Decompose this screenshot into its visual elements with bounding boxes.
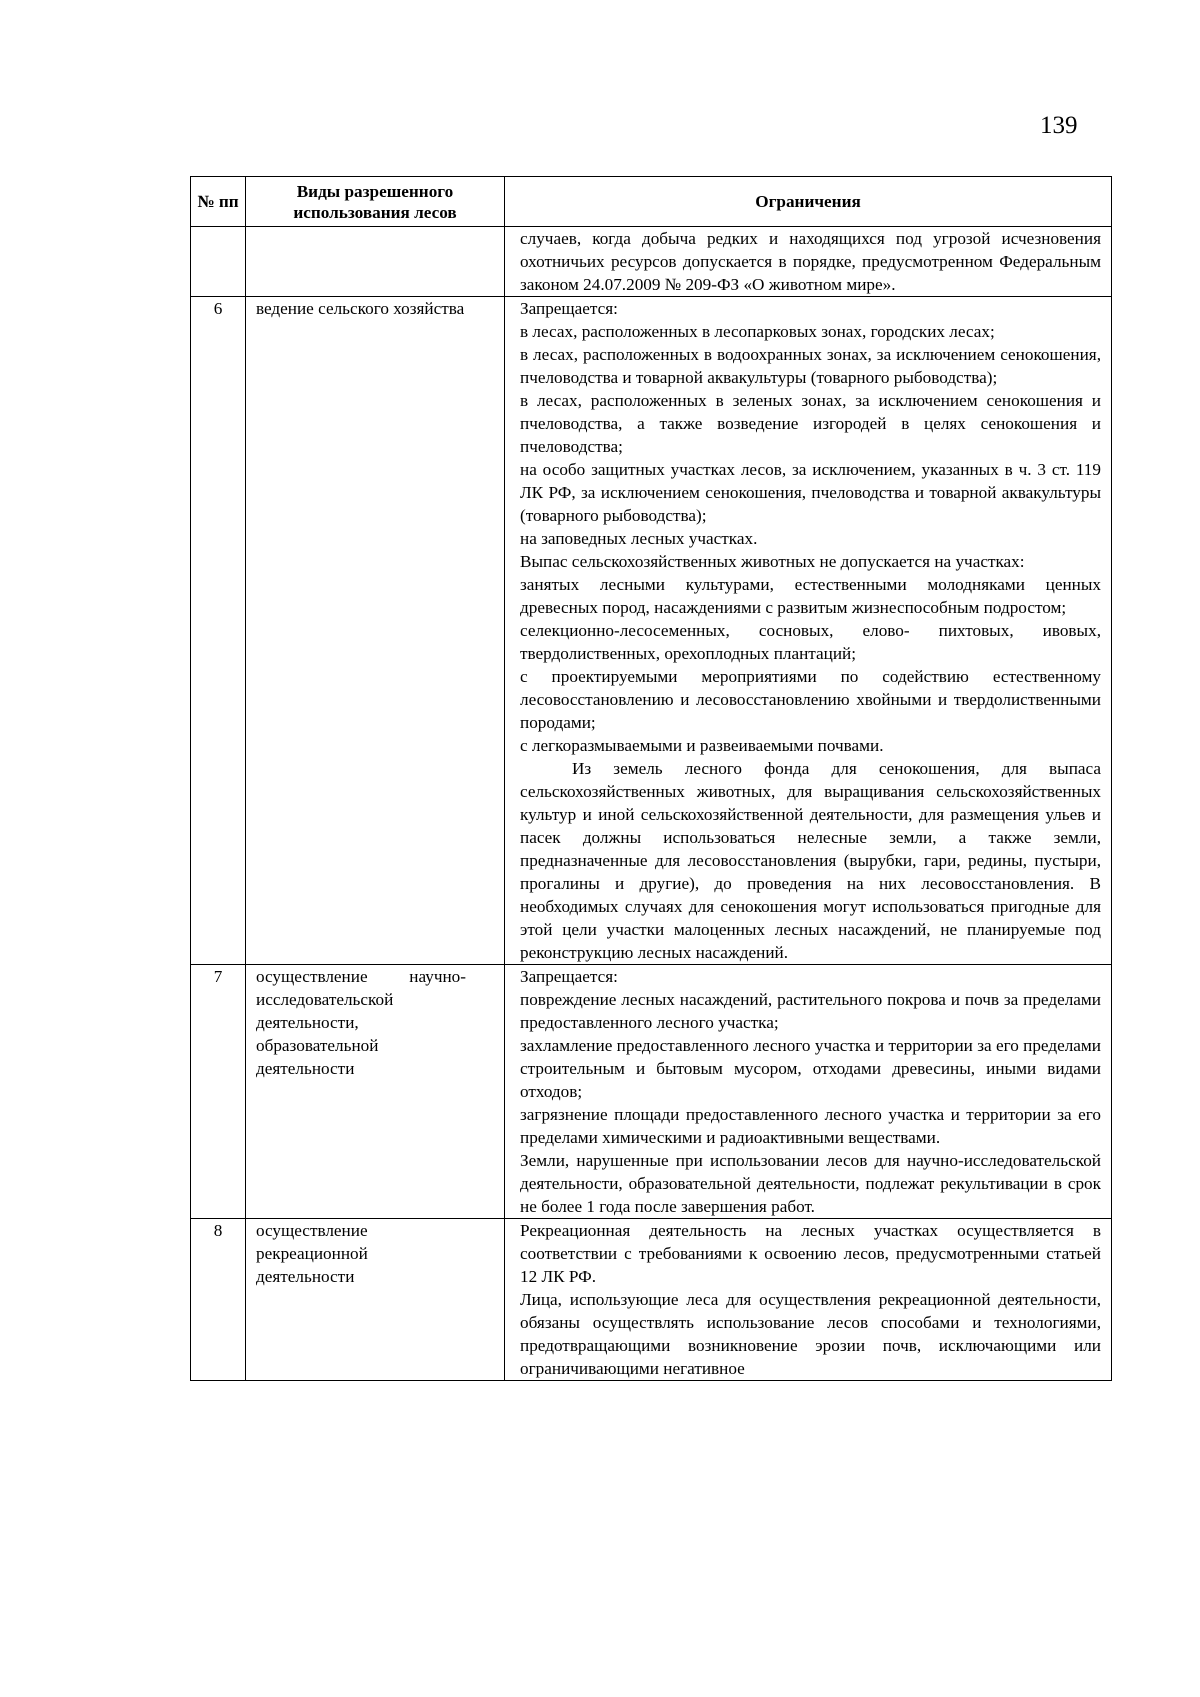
restriction-paragraph: Из земель лесного фонда для сенокошения, для выпаса сельскохозяйственных животных, для выращивания сельскохозяйственных культур и иной сельскохозяйственной деятельности, для размещения ульев и пасек должны использоваться нелесные земли, а также земли, предназначенные для лесовосстановления (вырубки, гари, редины, пустыри, прогалины и другие), до проведения на них лесовосстановления. В необходимых случаях для сенокошения могут использоваться пригодные для этой цели участки малоценных лесных насаждений, не планируемые под реконструкцию лесных насаждений. bbox=[520, 759, 1101, 962]
restrictions-table bbox=[190, 176, 1112, 1381]
row-kind bbox=[246, 965, 505, 1219]
restriction-paragraph: случаев, когда добыча редких и находящихся под угрозой исчезновения охотничьих ресурсов допускается в порядке, предусмотренном Федеральным законом 24.07.2009 № 209-ФЗ «О животном мире». bbox=[520, 229, 1101, 294]
table-row bbox=[191, 297, 1112, 965]
row-kind bbox=[246, 1219, 505, 1381]
table-row bbox=[191, 965, 1112, 1219]
row-restrictions bbox=[505, 965, 1112, 1219]
row-kind-text: осуществление рекреационной деятельности bbox=[256, 1221, 368, 1286]
table-header-row bbox=[191, 177, 1112, 227]
row-number: 7 bbox=[191, 965, 246, 1219]
restriction-paragraph: с проектируемыми мероприятиями по содействию естественному лесовосстановлению и лесовосстановлению хвойными и твердолиственными породами; bbox=[520, 667, 1101, 732]
restriction-paragraph: в лесах, расположенных в лесопарковых зонах, городских лесах; bbox=[520, 322, 995, 341]
restriction-paragraph: загрязнение площади предоставленного лесного участка и территории за его пределами химическими и радиоактивными веществами. bbox=[520, 1105, 1101, 1147]
header-num: № пп bbox=[191, 177, 246, 227]
row-kind bbox=[246, 227, 505, 297]
restriction-paragraph: на заповедных лесных участках. bbox=[520, 529, 758, 548]
restriction-paragraph: Рекреационная деятельность на лесных участках осуществляется в соответствии с требованиями к освоению лесов, предусмотренными статьей 12 ЛК РФ. bbox=[520, 1221, 1101, 1286]
row-number: 8 bbox=[191, 1219, 246, 1381]
restriction-paragraph: с легкоразмываемыми и развеиваемыми почвами. bbox=[520, 736, 884, 755]
row-restrictions bbox=[505, 227, 1112, 297]
table-row bbox=[191, 227, 1112, 297]
header-kind: Виды разрешенного использования лесов bbox=[246, 177, 505, 227]
restriction-paragraph: на особо защитных участках лесов, за исключением, указанных в ч. 3 ст. 119 ЛК РФ, за исключением сенокошения, пчеловодства и товарной аквакультуры (товарного рыбоводства); bbox=[520, 460, 1101, 525]
restriction-paragraph: повреждение лесных насаждений, растительного покрова и почв за пределами предоставленного лесного участка; bbox=[520, 990, 1101, 1032]
restriction-paragraph: Выпас сельскохозяйственных животных не допускается на участках: bbox=[520, 552, 1025, 571]
row-number bbox=[191, 227, 246, 297]
restriction-paragraph: занятых лесными культурами, естественными молодняками ценных древесных пород, насаждениями с развитым жизнеспособным подростом; bbox=[520, 575, 1101, 617]
restriction-paragraph: Запрещается: bbox=[520, 299, 618, 318]
restriction-paragraph: в лесах, расположенных в зеленых зонах, за исключением сенокошения и пчеловодства, а также возведение изгородей в целях сенокошения и пчеловодства; bbox=[520, 391, 1101, 456]
row-kind-text: осуществление научно-исследовательской деятельности, образовательной деятельности bbox=[256, 967, 466, 1078]
table-row bbox=[191, 1219, 1112, 1381]
restriction-paragraph: Запрещается: bbox=[520, 967, 618, 986]
restriction-paragraph: селекционно-лесосеменных, сосновых, елово- пихтовых, ивовых, твердолиственных, орехоплодных плантаций; bbox=[520, 621, 1101, 663]
row-restrictions bbox=[505, 1219, 1112, 1381]
restriction-paragraph: Земли, нарушенные при использовании лесов для научно-исследовательской деятельности, образовательной деятельности, подлежат рекультивации в срок не более 1 года после завершения работ. bbox=[520, 1151, 1101, 1216]
restriction-paragraph: в лесах, расположенных в водоохранных зонах, за исключением сенокошения, пчеловодства и товарной аквакультуры (товарного рыбоводства); bbox=[520, 345, 1101, 387]
row-kind: ведение сельского хозяйства bbox=[246, 297, 505, 965]
page-number: 139 bbox=[1040, 112, 1078, 139]
restriction-paragraph: захламление предоставленного лесного участка и территории за его пределами строительным и бытовым мусором, отходами древесины, иными видами отходов; bbox=[520, 1036, 1101, 1101]
row-restrictions bbox=[505, 297, 1112, 965]
row-number: 6 bbox=[191, 297, 246, 965]
header-restrictions: Ограничения bbox=[505, 177, 1112, 227]
restriction-paragraph: Лица, использующие леса для осуществления рекреационной деятельности, обязаны осуществлять использование лесов способами и технологиями, предотвращающими возникновение эрозии почв, исключающими или ограничивающими негативное bbox=[520, 1290, 1101, 1378]
